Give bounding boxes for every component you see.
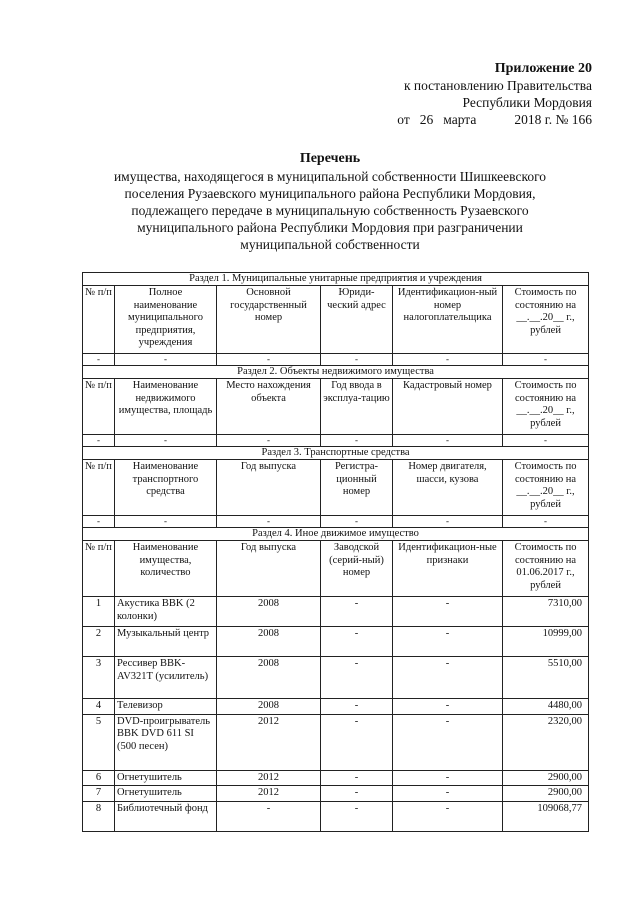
header-cell: Стоимость по состоянию на __.__.20__ г., рублей xyxy=(503,286,589,354)
header-cell: № п/п xyxy=(83,286,115,354)
item-serial: - xyxy=(321,714,393,770)
item-ident: - xyxy=(393,699,503,715)
section-1-title: Раздел 1. Муниципальные унитарные предприятия и учреждения xyxy=(83,273,589,286)
item-ident: - xyxy=(393,786,503,802)
header-cell: Идентификацион-ный номер налогоплательщика xyxy=(393,286,503,354)
table-row xyxy=(83,657,589,699)
dash-cell: - xyxy=(393,435,503,447)
item-year: 2008 xyxy=(217,657,321,699)
header-cell: № п/п xyxy=(83,460,115,516)
annex-line-2: Республики Мордовия xyxy=(462,95,592,110)
table-row xyxy=(83,699,589,715)
header-cell: Стоимость по состоянию на __.__.20__ г., рублей xyxy=(503,379,589,435)
dash-cell: - xyxy=(503,516,589,528)
item-cost: 2900,00 xyxy=(503,786,589,802)
item-year: 2012 xyxy=(217,770,321,786)
row-number: 8 xyxy=(83,801,115,831)
item-name: Библиотечный фонд xyxy=(115,801,217,831)
section-3-title: Раздел 3. Транспортные средства xyxy=(83,447,589,460)
header-cell: Год ввода в эксплуа-тацию xyxy=(321,379,393,435)
item-year: 2008 xyxy=(217,597,321,627)
row-number: 2 xyxy=(83,627,115,657)
dash-cell: - xyxy=(115,435,217,447)
item-cost: 2900,00 xyxy=(503,770,589,786)
dash-cell: - xyxy=(503,354,589,366)
annex-line-1: к постановлению Правительства xyxy=(403,78,592,93)
item-name: Огнетушитель xyxy=(115,786,217,802)
item-serial: - xyxy=(321,699,393,715)
dash-cell: - xyxy=(115,516,217,528)
header-cell: Наименование имущества, количество xyxy=(115,541,217,597)
section-title-row xyxy=(83,273,589,286)
item-ident: - xyxy=(393,627,503,657)
header-cell: Заводской (серий-ный) номер xyxy=(321,541,393,597)
row-number: 5 xyxy=(83,714,115,770)
header-row xyxy=(83,379,589,435)
section-title-row xyxy=(83,366,589,379)
dash-cell: - xyxy=(393,354,503,366)
item-ident: - xyxy=(393,714,503,770)
heading-line: поселения Рузаевского муниципального района Республики Мордовия, xyxy=(124,186,536,201)
item-year: - xyxy=(217,801,321,831)
table-row xyxy=(83,714,589,770)
annex-date xyxy=(362,111,592,128)
header-cell: Регистра-ционный номер xyxy=(321,460,393,516)
row-number: 6 xyxy=(83,770,115,786)
dash-cell: - xyxy=(115,354,217,366)
dash-cell: - xyxy=(217,354,321,366)
dash-cell: - xyxy=(321,516,393,528)
annex-block xyxy=(362,60,592,128)
row-number: 4 xyxy=(83,699,115,715)
annex-date-prefix: от xyxy=(397,112,410,127)
empty-row xyxy=(83,354,589,366)
item-name: Телевизор xyxy=(115,699,217,715)
heading-line: имущества, находящегося в муниципальной собственности Шишкеевского xyxy=(113,169,547,184)
empty-row xyxy=(83,516,589,528)
item-serial: - xyxy=(321,627,393,657)
section-title-row xyxy=(83,528,589,541)
item-year: 2008 xyxy=(217,627,321,657)
item-name: Огнетушитель xyxy=(115,770,217,786)
table-row xyxy=(83,801,589,831)
section-2-title: Раздел 2. Объекты недвижимого имущества xyxy=(83,366,589,379)
item-cost: 4480,00 xyxy=(503,699,589,715)
dash-cell: - xyxy=(83,354,115,366)
header-cell: Номер двигателя, шасси, кузова xyxy=(393,460,503,516)
item-serial: - xyxy=(321,770,393,786)
empty-row xyxy=(83,435,589,447)
section-4-title: Раздел 4. Иное движимое имущество xyxy=(83,528,589,541)
dash-cell: - xyxy=(83,435,115,447)
heading-line: муниципального района Республики Мордовия при разграничении xyxy=(137,220,523,235)
item-ident: - xyxy=(393,801,503,831)
dash-cell: - xyxy=(503,435,589,447)
dash-cell: - xyxy=(321,354,393,366)
row-number: 7 xyxy=(83,786,115,802)
item-year: 2012 xyxy=(217,714,321,770)
header-row xyxy=(83,460,589,516)
header-cell: Юриди-ческий адрес xyxy=(321,286,393,354)
item-ident: - xyxy=(393,597,503,627)
item-cost: 5510,00 xyxy=(503,657,589,699)
item-ident: - xyxy=(393,657,503,699)
item-cost: 109068,77 xyxy=(503,801,589,831)
header-cell: Основной государственный номер xyxy=(217,286,321,354)
item-ident: - xyxy=(393,770,503,786)
annex-title: Приложение 20 xyxy=(494,61,592,76)
item-serial: - xyxy=(321,786,393,802)
header-cell: Стоимость по состоянию на __.__.20__ г., рублей xyxy=(503,460,589,516)
dash-cell: - xyxy=(393,516,503,528)
document-heading xyxy=(70,150,590,253)
annex-date-month: марта xyxy=(443,112,477,127)
header-cell: Стоимость по состоянию на 01.06.2017 г., рублей xyxy=(503,541,589,597)
table-row xyxy=(83,627,589,657)
item-name: Акустика BBK (2 колонки) xyxy=(115,597,217,627)
row-number: 1 xyxy=(83,597,115,627)
header-cell: Год выпуска xyxy=(217,541,321,597)
section-title-row xyxy=(83,447,589,460)
heading-line: муниципальной собственности xyxy=(240,237,420,252)
item-name: Музыкальный центр xyxy=(115,627,217,657)
header-cell: Полное наименование муниципального предприятия, учреждения xyxy=(115,286,217,354)
dash-cell: - xyxy=(83,516,115,528)
row-number: 3 xyxy=(83,657,115,699)
item-cost: 2320,00 xyxy=(503,714,589,770)
document-title: Перечень xyxy=(299,151,361,166)
dash-cell: - xyxy=(321,435,393,447)
dash-cell: - xyxy=(217,435,321,447)
header-cell: № п/п xyxy=(83,379,115,435)
header-cell: Идентификацион-ные признаки xyxy=(393,541,503,597)
item-serial: - xyxy=(321,597,393,627)
item-name: Ресcивер BBK-AV321T (усилитель) xyxy=(115,657,217,699)
annex-date-day: 26 xyxy=(419,112,434,127)
item-cost: 10999,00 xyxy=(503,627,589,657)
heading-line: подлежащего передаче в муниципальную собственность Рузаевского xyxy=(131,203,529,218)
header-cell: Кадастровый номер xyxy=(393,379,503,435)
header-cell: Наименование недвижимого имущества, площадь xyxy=(115,379,217,435)
header-cell: Год выпуска xyxy=(217,460,321,516)
item-year: 2008 xyxy=(217,699,321,715)
header-cell: Наименование транспортного средства xyxy=(115,460,217,516)
item-cost: 7310,00 xyxy=(503,597,589,627)
item-name: DVD-проигрыватель BBK DVD 611 SI (500 песен) xyxy=(115,714,217,770)
header-row xyxy=(83,286,589,354)
dash-cell: - xyxy=(217,516,321,528)
table-row xyxy=(83,770,589,786)
property-table xyxy=(82,272,589,832)
header-cell: Место нахождения объекта xyxy=(217,379,321,435)
table-row xyxy=(83,597,589,627)
item-year: 2012 xyxy=(217,786,321,802)
item-serial: - xyxy=(321,657,393,699)
header-cell: № п/п xyxy=(83,541,115,597)
annex-date-year: 2018 г. № 166 xyxy=(514,112,592,127)
header-row xyxy=(83,541,589,597)
table-row xyxy=(83,786,589,802)
item-serial: - xyxy=(321,801,393,831)
